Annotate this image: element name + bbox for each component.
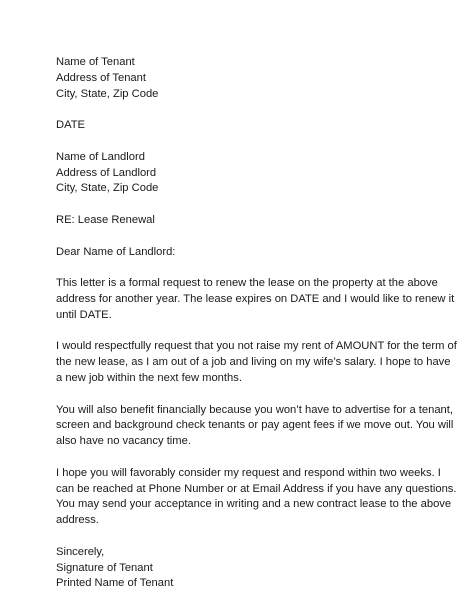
paragraph-line: a new job within the next few months. [56,371,242,384]
spacer [56,197,436,213]
spacer [56,324,436,340]
body-paragraph-3 [56,403,454,450]
valediction: Sincerely, [56,545,105,558]
letter-date: DATE [56,119,86,132]
paragraph-line: I would respectfully request that you not raise my rent of AMOUNT for the term of [56,340,457,353]
sender-address: Address of Tenant [56,71,146,84]
paragraph-line: address. [56,514,99,527]
sender-name: Name of Tenant [56,56,135,68]
signature-line: Signature of Tenant [56,561,153,574]
paragraph-line: address for another year. The lease expires on DATE and I would like to renew it [56,292,455,305]
paragraph-line: also have no vacancy time. [56,435,191,448]
body-paragraph-2 [56,339,457,386]
paragraph-line: This letter is a formal request to renew the lease on the property at the above [56,277,438,290]
paragraph-line: You will also benefit financially because you won’t have to advertise for a tenant, [56,403,453,416]
body-paragraph-4 [56,466,457,529]
recipient-address-block [56,150,436,197]
paragraph-line: the new lease, as I am out of a job and living on my wife’s salary. I hope to have [56,356,451,369]
recipient-address: Address of Landlord [56,166,157,179]
sender-city-state-zip: City, State, Zip Code [56,87,159,100]
body-paragraph-1 [56,276,455,323]
spacer [56,450,436,466]
recipient-city-state-zip: City, State, Zip Code [56,182,159,195]
subject-line: RE: Lease Renewal [56,213,155,226]
spacer [56,529,436,545]
printed-name: Printed Name of Tenant [56,577,174,590]
salutation: Dear Name of Landlord: [56,245,176,258]
paragraph-line: You may send your acceptance in writing and a new contract lease to the above [56,498,452,511]
paragraph-line: can be reached at Phone Number or at Email Address if you have any questions. [56,482,457,495]
closing-block [56,545,436,592]
spacer [56,102,436,118]
spacer [56,387,436,403]
spacer [56,229,436,245]
paragraph-line: screen and background check tenants or pay agent fees if we move out. You will [56,419,454,432]
spacer [56,260,436,276]
paragraph-line: until DATE. [56,308,112,321]
spacer [56,134,436,150]
recipient-name: Name of Landlord [56,150,145,163]
paragraph-line: I hope you will favorably consider my request and respond within two weeks. I [56,466,441,479]
letter-page [56,55,457,592]
sender-address-block [56,55,436,102]
